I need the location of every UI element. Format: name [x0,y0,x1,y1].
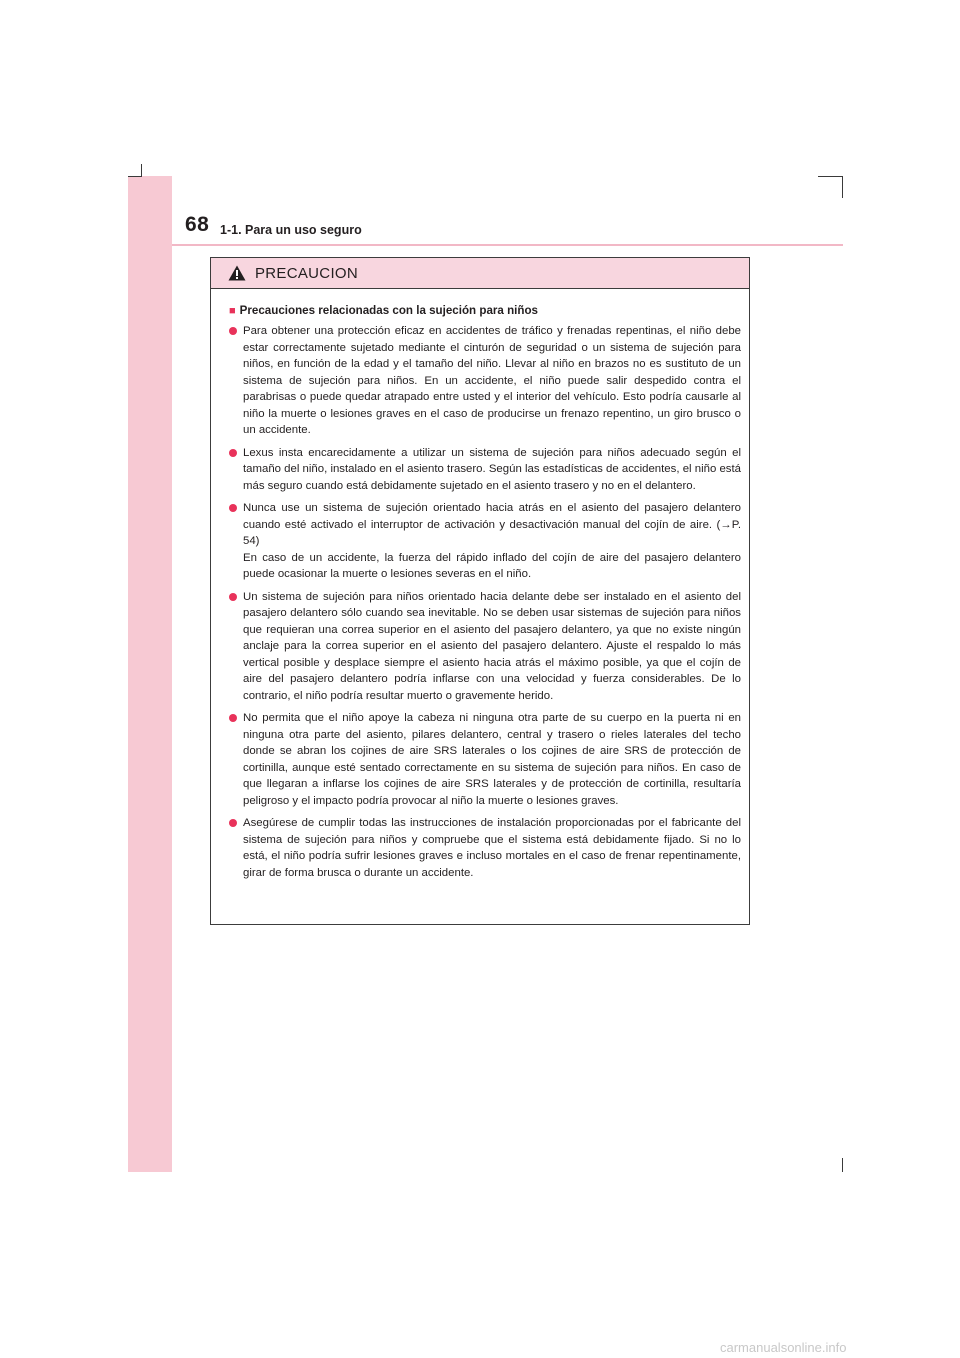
caution-subheading [229,304,741,317]
side-tab-band [128,176,172,1172]
list-item-text: No permita que el niño apoye la cabeza ni ninguna otra parte de su cuerpo en la puerta ni en ninguna otra parte del asiento, pilares delantero, central y trasero o rieles laterales del techo donde se abran los cojines de aire SRS laterales o los cojines de aire SRS de protección de cortinilla, aunque esté sentado correctamente en su sistema de sujeción para niños. En caso de que llegaran a inflarse los cojines de aire SRS laterales y de protección de cortinilla, resultaría peligroso y el impacto podría provocar al niño la muerte o lesiones graves. [243,712,741,807]
circle-bullet-icon [229,714,237,722]
header-rule [172,244,843,246]
watermark: carmanualsonline.info [720,1340,847,1355]
list-item-text: Un sistema de sujeción para niños orientado hacia delante debe ser instalado en el asiento del pasajero delantero sólo cuando sea inevitable. No se deben usar sistemas de sujeción para niños que requieran una correa superior en el asiento del pasajero delantero, ya que no existe ningún anclaje para la correa superior en el asiento del pasajero delantero. Ajuste el respaldo lo más vertical posible y desplace siempre el asiento hacia atrás el máximo posible, ya que el cojín de aire del pasajero delantero podría inflarse con una velocidad y fuerza considerables. De lo contrario, el niño podría resultar muerto o gravemente herido. [243,590,741,702]
circle-bullet-icon [229,449,237,457]
list-item-text: Nunca use un sistema de sujeción orientado hacia atrás en el asiento del pasajero delantero cuando esté activado el interruptor de activación y desactivación manual del cojín de aire. (→P. 54) [243,502,741,547]
warning-icon [228,265,246,281]
caution-box [210,257,750,925]
list-item [229,710,741,809]
circle-bullet-icon [229,327,237,335]
crop-mark-top-left-v [141,164,142,176]
list-item [229,589,741,705]
list-item-text: Lexus insta encarecidamente a utilizar un sistema de sujeción para niños adecuado según el tamaño del niño, instalado en el asiento trasero. Según las estadísticas de accidentes, el niño está más seguro cuando está debidamente sujetado en el asiento trasero y no en el delantero. [243,446,741,492]
crop-mark-bottom-right-v [842,1158,843,1172]
list-item-text: Para obtener una protección eficaz en accidentes de tráfico y frenadas repentinas, el niño debe estar correctamente sujetado mediante el cinturón de seguridad o un sistema de sujeción para niños, en función de la edad y el tamaño del niño. Llevar al niño en brazos no es sustituto de un sistema de sujeción para niños. En un accidente, el niño puede salir despedido contra el parabrisas o puede quedar atrapado entre usted y el interior del vehículo. Esto podría causarle al niño la muerte o lesiones graves en el caso de producirse un frenazo repentino, un giro brusco o un accidente. [243,325,741,436]
circle-bullet-icon [229,819,237,827]
caution-list [229,323,741,881]
page-number: 68 [185,213,210,236]
circle-bullet-icon [229,504,237,512]
circle-bullet-icon [229,593,237,601]
crop-mark-top-right-v [842,176,843,198]
list-item-text-continued: En caso de un accidente, la fuerza del rápido inflado del cojín de aire del pasajero delantero puede ocasionar la muerte o lesiones severas en el niño. [243,551,741,580]
list-item [229,815,741,881]
list-item-text: Asegúrese de cumplir todas las instrucciones de instalación proporcionadas por el fabricante del sistema de sujeción para niños y compruebe que el sistema está debidamente fijado. Si no lo está, el niño podría sufrir lesiones graves e incluso mortales en el caso de frenar repentinamente, girar de forma brusca o durante un accidente. [243,817,741,879]
crop-mark-top-right-h [818,176,842,177]
caution-header [211,258,749,289]
caution-body [211,289,749,881]
crop-mark-top-left-h [128,176,142,177]
list-item [229,323,741,439]
list-item [229,445,741,495]
square-bullet-icon: ■ [229,305,236,317]
list-item [229,500,741,583]
caution-subheading-text: Precauciones relacionadas con la sujeción para niños [239,304,538,317]
caution-title: PRECAUCION [255,264,359,282]
section-title: 1-1. Para un uso seguro [220,223,362,237]
